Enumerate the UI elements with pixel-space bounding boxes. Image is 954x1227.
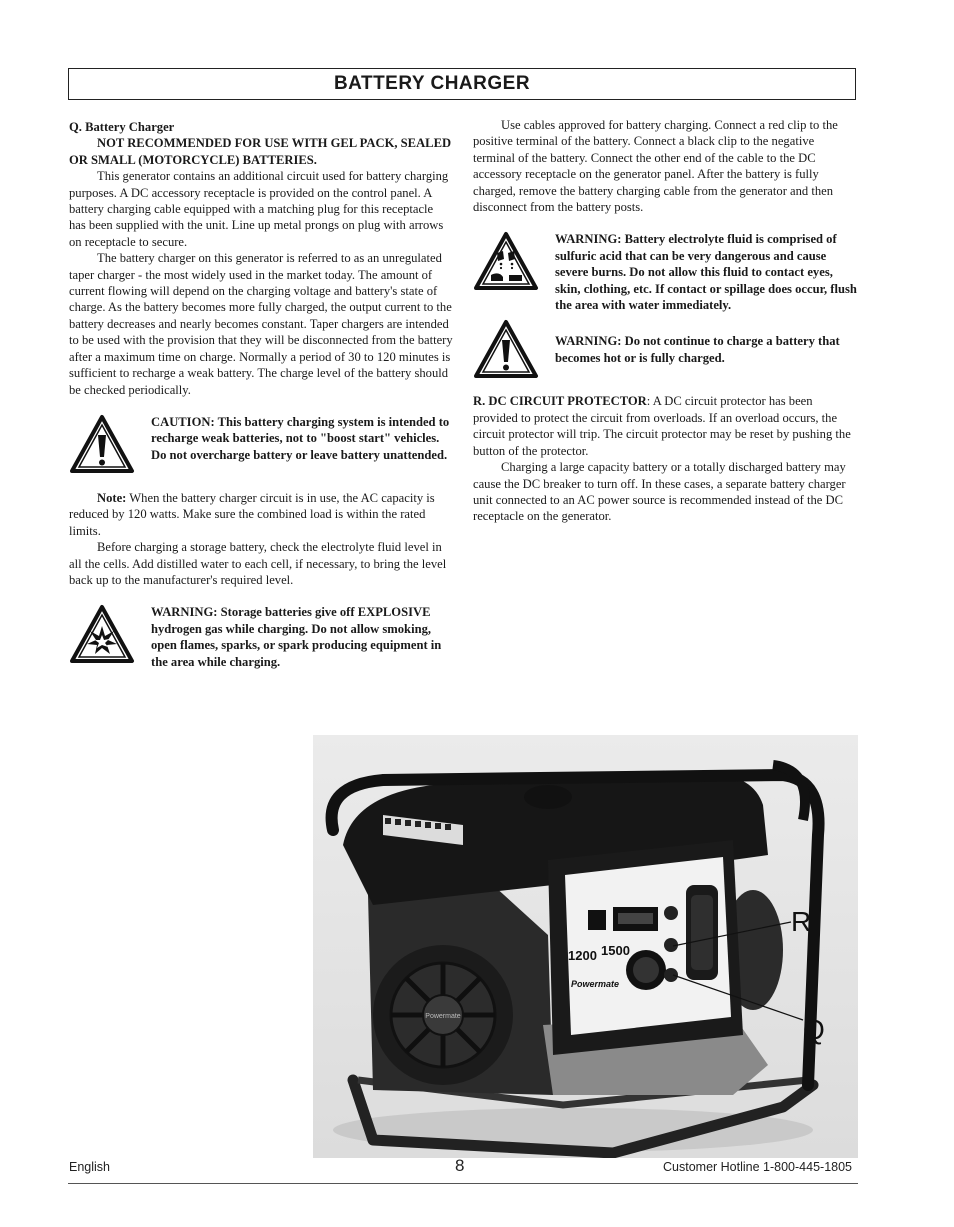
warning-exclamation-icon [473, 319, 543, 379]
section-title-box [68, 68, 856, 100]
note-paragraph [69, 490, 453, 539]
generator-photo [313, 735, 858, 1158]
hot-battery-warning-block [473, 319, 857, 379]
electrolyte-warning-text: WARNING: Battery electrolyte fluid is comprised of sulfuric acid that can be very dangerous and cause severe burns. Do not allow this fluid to contact eyes, skin, clothing, etc. If contact or spillage does occur, flush the area with water immediately. [555, 232, 857, 313]
caution-text: CAUTION: This battery charging system is intended to recharge weak batteries, not to "boost start" vehicles. Do not overcharge battery or leave battery unattended. [151, 414, 450, 462]
footer-hotline: Customer Hotline 1-800-445-1805 [663, 1160, 852, 1174]
engine-brand-label: Powermate [425, 1013, 461, 1020]
paragraph-dc-receptacle: This generator contains an additional circuit used for battery charging purposes. A DC accessory receptacle is provided on the control panel. A battery charging cable equipped with a matching plug for this receptacle has been supplied with the unit. Line up metal prongs on plug with arrows on receptacle to secure. [69, 169, 449, 249]
panel-model-a: 1200 [568, 948, 597, 963]
right-column [473, 117, 857, 525]
caution-exclamation-icon [69, 414, 139, 474]
electrolyte-warning-block [473, 231, 857, 313]
corrosive-hazard-icon [473, 231, 543, 291]
section-r-text: : A DC circuit protector has been provided to protect the circuit from overloads. If an overload occurs, the circuit protector will trip. The circuit protector may be reset by pushing the button of the protector. [473, 394, 851, 458]
footer-page-number: 8 [455, 1156, 465, 1175]
panel-model-b: 1500 [601, 943, 630, 958]
footer-divider [68, 1183, 858, 1184]
hot-battery-warning-text: WARNING: Do not continue to charge a battery that becomes hot or is fully charged. [555, 334, 840, 365]
footer-language: English [69, 1160, 110, 1174]
callout-label-q: Q [803, 1014, 825, 1045]
panel-brand-label: Powermate [571, 979, 620, 989]
explosive-warning-text: WARNING: Storage batteries give off EXPLOSIVE hydrogen gas while charging. Do not allow smoking, open flames, sparks, or spark producing equipment in the area while charging. [151, 605, 442, 669]
paragraph-taper-charger: The battery charger on this generator is referred to as an unregulated taper charger - the most widely used in the market today. The amount of current flowing will depend on the charging voltage and battery's state of charge. As the battery becomes more fully charged, the output current to the battery decreases and nearly becomes constant. Taper chargers are intended to be used with the provision that they will be disconnected from the battery after a maximum time on charge. Normally a period of 30 to 120 minutes is sufficient to recharge a weak battery. The charge level of the battery should be checked periodically. [69, 251, 453, 397]
page-title: BATTERY CHARGER [333, 73, 531, 94]
paragraph-large-capacity: Charging a large capacity battery or a totally discharged battery may cause the DC breaker to turn off. In these cases, a separate battery charger unit connected to an AC power source is recommended instead of the DC receptacle on the generator. [473, 460, 846, 524]
callout-label-r: R [791, 906, 812, 937]
section-q-subheading: NOT RECOMMENDED FOR USE WITH GEL PACK, SEALED OR SMALL (MOTORCYCLE) BATTERIES. [69, 136, 452, 167]
section-r-paragraph [473, 393, 857, 459]
note-label: Note: [97, 490, 127, 505]
caution-block [69, 414, 453, 474]
explosion-hazard-icon [69, 604, 139, 664]
explosive-warning-block [69, 604, 453, 670]
paragraph-electrolyte-level: Before charging a storage battery, check the electrolyte fluid level in all the cells. Add distilled water to each cell, if necessary, to bring the level back up to the manufacturer's required level. [69, 540, 447, 587]
paragraph-cable-connection: Use cables approved for battery charging. Connect a red clip to the positive terminal of the battery. Connect a black clip to the negative terminal of the battery. Connect the other end of the cable to the DC accessory receptacle on the generator panel. After the battery is fully charged, remove the battery charging cable from the generator and then disconnect from the battery posts. [473, 118, 838, 215]
section-q-heading: Q. Battery Charger [69, 120, 175, 134]
left-column [69, 119, 453, 670]
section-r-heading: R. DC CIRCUIT PROTECTOR [473, 394, 647, 409]
note-text: When the battery charger circuit is in use, the AC capacity is reduced by 120 watts. Make sure the combined load is within the rated limits. [69, 490, 435, 538]
